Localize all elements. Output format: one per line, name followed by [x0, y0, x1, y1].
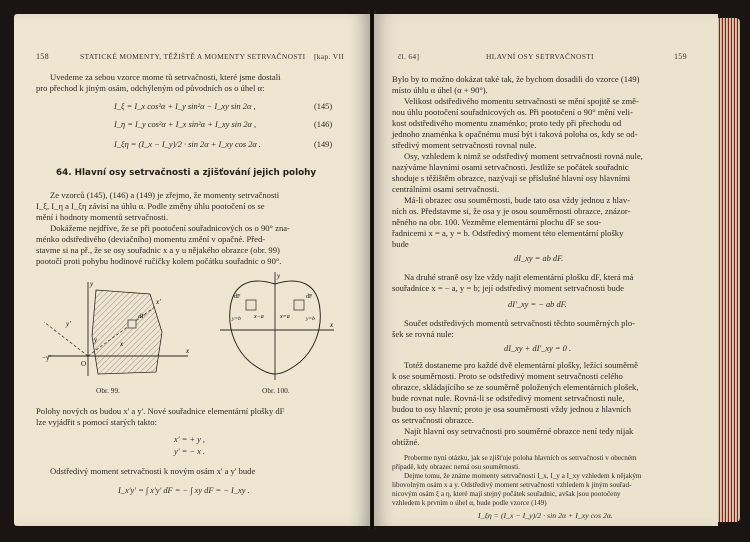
equation-146: I_η = I_y cos²α + I_x sin²α + I_xy sin 2α ,	[114, 120, 257, 129]
body-line: nou úhlu pootočení souřadnicových os. Při pootočení o 90° mění veli-	[392, 107, 633, 117]
final-eq: I_x'y' = ∫ x'y' dF = − ∫ xy dF = − I_xy .	[118, 486, 250, 495]
transform-eq: y' = − x .	[174, 447, 205, 456]
equation-number: (145)	[314, 102, 333, 111]
body-line: Odstředivý moment setrvačnosti k novým osám x' a y' bude	[50, 466, 256, 476]
section-heading: 64. Hlavní osy setrvačnosti a zjišťování jejich polohy	[56, 168, 317, 178]
element-right	[294, 300, 304, 310]
body-line: Součet odstředivých momentů setrvačnosti těchto souměrných plo-	[404, 318, 636, 328]
page-edges	[718, 18, 740, 522]
figure-99	[38, 276, 198, 384]
right-page-number: 159	[674, 52, 687, 61]
body-line: obrazce, skládajícího se ze souměrně položených elementárních plošek,	[392, 382, 639, 392]
body-line: mění i hodnoty momentů setrvačnosti.	[36, 212, 168, 222]
element-dF	[128, 320, 136, 328]
small-print-line: vzhledem k prvním o úhel α, bude podle vzorce (149)	[392, 499, 547, 507]
body-line: I_ξ, I_η a I_ξη závisí na úhlu α. Podle změny úhlu pootočení os se	[36, 201, 265, 211]
label: x	[120, 340, 124, 348]
intro-line: pro přechod k jiným osám, odchýleným od původních os o úhel α:	[36, 83, 265, 93]
body-line: budou to osy hlavní; proto je osa souměrnosti vždy jednou z hlavních	[392, 404, 631, 414]
label: dF	[306, 294, 313, 300]
label: y	[94, 336, 98, 344]
label: −y'	[42, 354, 51, 362]
body-line: kost odstředivého momentu znaménko; proto tedy při přechodu od	[392, 118, 622, 128]
label: x'	[156, 298, 161, 306]
hatched-region	[92, 290, 162, 374]
body-line: Velikost odstředivého momentu setrvačnosti se mění spojitě se změ-	[404, 96, 639, 106]
element-left	[246, 300, 256, 310]
body-line: místo úhlu α úhel (α + 90°).	[392, 85, 488, 95]
equation-dIxy: dI_xy = ab dF.	[514, 254, 564, 263]
small-print-line: případě, kdy obrazec nemá osu souměrnosti.	[392, 463, 520, 471]
label: y	[277, 272, 281, 280]
left-page-number: 158	[36, 52, 49, 61]
label: y=b	[306, 316, 315, 322]
body-line: Polohy nových os budou x' a y'. Nové souřadnice elementární plošky dF	[36, 406, 285, 416]
label: x=a	[280, 314, 290, 320]
body-line: Najít hlavní osy setrvačnosti pro souměrné obrazce není tedy nijak	[404, 426, 634, 436]
label: y'	[66, 320, 71, 328]
figure-100-caption: Obr. 100.	[262, 386, 290, 395]
label: y=b	[232, 316, 241, 322]
body-line: obtížné.	[392, 437, 420, 447]
body-line: os setrvačnosti obrazce.	[392, 415, 474, 425]
equation-149: I_ξη = (I_x − I_y)/2 · sin 2α + I_xy cos 2α .	[114, 140, 261, 149]
body-line: ních os. Představme si, že osa y je osou souměrnosti obrazce, znázor-	[392, 206, 631, 216]
label: x−a	[254, 314, 264, 320]
label: dF	[138, 313, 146, 320]
body-line: Osy, vzhledem k nimž se odstředivý moment setrvačnosti rovná nule,	[404, 151, 643, 161]
small-print-line: Dejme tomu, že známe momenty setrvačnosti I_x, I_y a I_xy vzhledem k nějakým	[404, 472, 642, 480]
small-print-line: Proberme nyní otázku, jak se zjišťuje poloha hlavních os setrvačnosti v obecném	[404, 454, 637, 462]
label: x	[330, 321, 334, 329]
body-line: bude	[392, 239, 409, 249]
body-line: Má-li obrazec osu souměrnosti, bude tato osa vždy jednou z hlav-	[404, 195, 631, 205]
label: y	[90, 280, 94, 288]
equation-number: (146)	[314, 120, 333, 129]
right-chapter-ref: čl. 64]	[398, 52, 420, 61]
body-line: něného na obr. 100. Vezměme elementární plochu dF se sou-	[392, 217, 602, 227]
body-line: ménko odstředivého (deviačního) momentu změní v opačné. Před-	[36, 234, 266, 244]
intro-line: Uvedeme za sebou vzorce mome tů setrvačnosti, které jsme dostali	[50, 72, 281, 82]
body-line: souřadnice x = − a, y = b; její odstředivý moment setrvačnosti bude	[392, 283, 624, 293]
body-line: řadnicemi x = a, y = b. Odstředivý moment této elementární plošky	[392, 228, 624, 238]
equation-number: (149)	[314, 140, 333, 149]
right-running-title: HLAVNÍ OSY SETRVAČNOSTI	[486, 52, 594, 61]
body-line: jednoho znaménka k opačnému musí být i taková poloha os, kdy se od-	[392, 129, 638, 139]
figure-100	[210, 270, 340, 384]
small-print-line: nicovým osám ξ a η, které mají stejný počátek souřadnic, avšak jsou pootočeny	[392, 490, 621, 498]
body-line: k ose souměrnosti. Proto se odstředivý moment setrvačnosti celého	[392, 371, 623, 381]
body-line: lze vyjádřit s pomocí starých takto:	[36, 417, 157, 427]
equation-149-repeat: I_ξη = (I_x − I_y)/2 · sin 2α + I_xy cos 2α.	[478, 511, 613, 520]
equation-sum: dI_xy + dI'_xy = 0 .	[504, 344, 572, 353]
equation-145: I_ξ = I_x cos²α + I_y sin²α − I_xy sin 2α ,	[114, 102, 256, 111]
body-line: shoduje s těžištěm obrazce, nazývají se příslušné hlavní osy hlavními	[392, 173, 631, 183]
label: x	[186, 347, 190, 355]
body-line: šek se rovná nule:	[392, 329, 454, 339]
body-line: centrálními osami setrvačnosti.	[392, 184, 500, 194]
small-print-line: libovolným osám x a y. Odstředivý moment setrvačnosti vzhledem k jiným souřad-	[392, 481, 632, 489]
label: O	[81, 360, 87, 368]
body-line: Bylo by to možno dokázat také tak, že bychom dosadili do vzorce (149)	[392, 74, 640, 84]
transform-eq: x' = + y ,	[174, 435, 205, 444]
right-page	[374, 14, 718, 526]
body-line: Ze vzorců (145), (146) a (149) je zřejmo, že momenty setrvačnosti	[50, 190, 280, 200]
label: dF	[234, 294, 241, 300]
left-running-title: STATICKÉ MOMENTY, TĚŽIŠTĚ A MOMENTY SETRVAČNOSTI	[80, 52, 306, 61]
body-line: Na druhé straně osy lze vždy najít elementární plošku dF, která má	[404, 272, 634, 282]
body-line: stavme si na př., že se osy souřadnic x a y u nějakého obrazce (obr. 99)	[36, 245, 280, 255]
body-line: Dokážeme nejdříve, že se při pootočení souřadnicových os o 90° zna-	[50, 223, 290, 233]
body-line: nazýváme hlavními osami setrvačnosti. Jestliže se počátek souřadnic	[392, 162, 629, 172]
body-line: Totéž dostaneme pro každé dvě elementární plošky, ležící souměrně	[404, 360, 638, 370]
left-page	[14, 14, 370, 526]
left-chapter-ref: [kap. VII	[314, 52, 345, 61]
equation-dIxy-prime: dI'_xy = − ab dF.	[508, 300, 567, 309]
body-line: bude rovnat nule. Rovná-li se odstředivý moment setrvačnosti nule,	[392, 393, 625, 403]
body-line: středivý moment setrvačnosti rovnal nule.	[392, 140, 537, 150]
figure-99-caption: Obr. 99.	[96, 386, 121, 395]
body-line: pootočí proti pohybu hodinové ručičky kolem počátku souřadnic o 90°.	[36, 256, 282, 266]
